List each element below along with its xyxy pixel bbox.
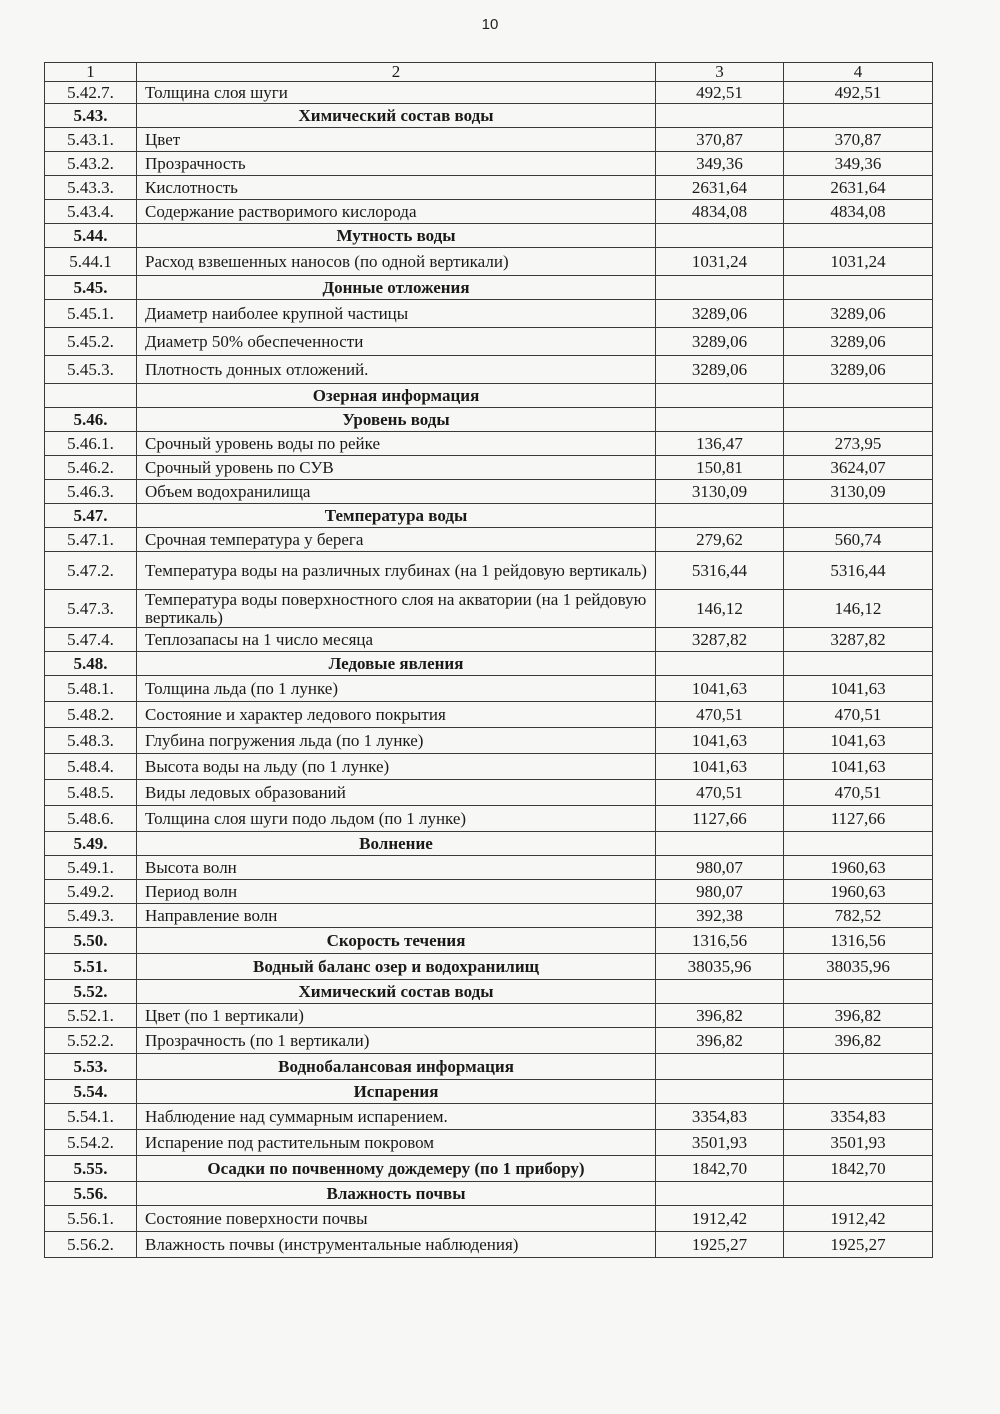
table-row	[45, 754, 933, 780]
value-col4-cell: 273,95	[784, 432, 933, 456]
table-row	[45, 176, 933, 200]
value-col3-cell: 3130,09	[656, 480, 784, 504]
value-col3-cell: 392,38	[656, 904, 784, 928]
value-col4-cell	[784, 652, 933, 676]
value-col3-cell: 2631,64	[656, 176, 784, 200]
row-name-cell: Состояние поверхности почвы	[137, 1206, 656, 1232]
value-col3-cell	[656, 384, 784, 408]
row-name-cell: Химический состав воды	[137, 104, 656, 128]
row-name-cell: Высота волн	[137, 856, 656, 880]
row-number-cell: 5.43.1.	[45, 128, 137, 152]
value-col3-cell: 1031,24	[656, 248, 784, 276]
value-col3-cell: 38035,96	[656, 954, 784, 980]
section-row	[45, 224, 933, 248]
row-name-cell: Влажность почвы	[137, 1182, 656, 1206]
value-col3-cell: 370,87	[656, 128, 784, 152]
table-row	[45, 904, 933, 928]
value-col4-cell: 1912,42	[784, 1206, 933, 1232]
row-name-cell: Испарения	[137, 1080, 656, 1104]
value-col3-cell: 3501,93	[656, 1130, 784, 1156]
section-row	[45, 1182, 933, 1206]
table-row	[45, 528, 933, 552]
table-row	[45, 1104, 933, 1130]
row-number-cell: 5.52.2.	[45, 1028, 137, 1054]
value-col4-cell: 349,36	[784, 152, 933, 176]
value-col4-cell: 1925,27	[784, 1232, 933, 1258]
table-row	[45, 128, 933, 152]
table-row	[45, 200, 933, 224]
row-name-cell: Толщина слоя шуги	[137, 82, 656, 104]
value-col4-cell: 1316,56	[784, 928, 933, 954]
value-col3-cell: 279,62	[656, 528, 784, 552]
row-name-cell: Мутность воды	[137, 224, 656, 248]
value-col3-cell: 146,12	[656, 590, 784, 628]
value-col4-cell: 560,74	[784, 528, 933, 552]
section-row	[45, 104, 933, 128]
row-number-cell: 5.56.2.	[45, 1232, 137, 1258]
value-col3-cell: 150,81	[656, 456, 784, 480]
row-name-cell: Виды ледовых образований	[137, 780, 656, 806]
row-number-cell: 5.43.2.	[45, 152, 137, 176]
row-number-cell: 5.44.1	[45, 248, 137, 276]
row-name-cell: Температура воды на различных глубинах (на 1 рейдовую вертикаль)	[137, 552, 656, 590]
table-row	[45, 628, 933, 652]
table-row	[45, 590, 933, 628]
row-name-cell: Наблюдение над суммарным испарением.	[137, 1104, 656, 1130]
row-name-cell: Направление волн	[137, 904, 656, 928]
table-row	[45, 702, 933, 728]
value-col3-cell	[656, 504, 784, 528]
value-col3-cell	[656, 832, 784, 856]
row-number-cell: 5.48.6.	[45, 806, 137, 832]
row-name-cell: Состояние и характер ледового покрытия	[137, 702, 656, 728]
section-row	[45, 276, 933, 300]
row-number-cell: 5.46.	[45, 408, 137, 432]
value-col4-cell	[784, 408, 933, 432]
value-col3-cell	[656, 276, 784, 300]
section-row	[45, 928, 933, 954]
row-name-cell: Ледовые явления	[137, 652, 656, 676]
row-number-cell: 5.48.1.	[45, 676, 137, 702]
value-col4-cell	[784, 276, 933, 300]
table-row	[45, 1130, 933, 1156]
value-col3-cell	[656, 104, 784, 128]
row-number-cell: 5.44.	[45, 224, 137, 248]
value-col3-cell: 349,36	[656, 152, 784, 176]
row-number-cell: 5.43.3.	[45, 176, 137, 200]
value-col3-cell	[656, 408, 784, 432]
row-number-cell: 5.45.	[45, 276, 137, 300]
table-row	[45, 328, 933, 356]
table-row	[45, 856, 933, 880]
value-col3-cell	[656, 1182, 784, 1206]
value-col3-cell: 980,07	[656, 880, 784, 904]
value-col3-cell: 1041,63	[656, 728, 784, 754]
value-col3-cell	[656, 980, 784, 1004]
row-name-cell: Теплозапасы на 1 число месяца	[137, 628, 656, 652]
row-number-cell: 5.43.	[45, 104, 137, 128]
value-col4-cell: 1960,63	[784, 856, 933, 880]
value-col3-cell: 470,51	[656, 702, 784, 728]
value-col3-cell: 3289,06	[656, 300, 784, 328]
row-name-cell: Скорость течения	[137, 928, 656, 954]
row-number-cell: 5.53.	[45, 1054, 137, 1080]
section-row	[45, 1080, 933, 1104]
table-row	[45, 1004, 933, 1028]
table-row	[45, 1206, 933, 1232]
row-number-cell: 5.45.3.	[45, 356, 137, 384]
page-number: 10	[481, 16, 499, 33]
value-col3-cell: 1842,70	[656, 1156, 784, 1182]
row-name-cell: Волнение	[137, 832, 656, 856]
section-row	[45, 1054, 933, 1080]
value-col3-cell: 4834,08	[656, 200, 784, 224]
value-col4-cell: 3501,93	[784, 1130, 933, 1156]
table-row	[45, 456, 933, 480]
value-col4-cell	[784, 1054, 933, 1080]
value-col4-cell: 3624,07	[784, 456, 933, 480]
row-number-cell: 5.46.3.	[45, 480, 137, 504]
value-col3-cell: 1925,27	[656, 1232, 784, 1258]
section-row	[45, 980, 933, 1004]
value-col4-cell	[784, 504, 933, 528]
table-row	[45, 676, 933, 702]
value-col4-cell: 1031,24	[784, 248, 933, 276]
value-col3-cell: 470,51	[656, 780, 784, 806]
value-col3-cell: 3289,06	[656, 356, 784, 384]
value-col3-cell	[656, 224, 784, 248]
value-col3-cell	[656, 652, 784, 676]
row-number-cell	[45, 384, 137, 408]
row-name-cell: Диаметр 50% обеспеченности	[137, 328, 656, 356]
value-col3-cell: 492,51	[656, 82, 784, 104]
column-number-row	[45, 63, 933, 82]
row-number-cell: 5.45.2.	[45, 328, 137, 356]
value-col4-cell: 3289,06	[784, 328, 933, 356]
row-number-cell: 5.56.1.	[45, 1206, 137, 1232]
row-number-cell: 5.48.3.	[45, 728, 137, 754]
row-name-cell: Кислотность	[137, 176, 656, 200]
table-row	[45, 248, 933, 276]
row-number-cell: 5.45.1.	[45, 300, 137, 328]
row-name-cell: Содержание растворимого кислорода	[137, 200, 656, 224]
row-name-cell: Толщина слоя шуги подо льдом (по 1 лунке)	[137, 806, 656, 832]
table-body	[45, 82, 933, 1258]
table-row	[45, 880, 933, 904]
row-number-cell: 5.42.7.	[45, 82, 137, 104]
row-number-cell: 5.49.3.	[45, 904, 137, 928]
value-col3-cell: 1912,42	[656, 1206, 784, 1232]
row-number-cell: 5.46.2.	[45, 456, 137, 480]
row-name-cell: Толщина льда (по 1 лунке)	[137, 676, 656, 702]
table-row	[45, 356, 933, 384]
row-number-cell: 5.52.	[45, 980, 137, 1004]
row-number-cell: 5.56.	[45, 1182, 137, 1206]
row-number-cell: 5.47.1.	[45, 528, 137, 552]
value-col4-cell: 370,87	[784, 128, 933, 152]
value-col4-cell	[784, 1182, 933, 1206]
row-number-cell: 5.48.2.	[45, 702, 137, 728]
value-col3-cell	[656, 1054, 784, 1080]
row-name-cell: Срочный уровень воды по рейке	[137, 432, 656, 456]
row-name-cell: Период волн	[137, 880, 656, 904]
row-number-cell: 5.48.5.	[45, 780, 137, 806]
section-row	[45, 408, 933, 432]
row-name-cell: Объем водохранилища	[137, 480, 656, 504]
table-row	[45, 82, 933, 104]
table-row	[45, 552, 933, 590]
value-col4-cell: 492,51	[784, 82, 933, 104]
row-name-cell: Срочная температура у берега	[137, 528, 656, 552]
column-number: 2	[137, 63, 656, 82]
row-name-cell: Диаметр наиболее крупной частицы	[137, 300, 656, 328]
value-col4-cell: 3289,06	[784, 300, 933, 328]
value-col4-cell: 782,52	[784, 904, 933, 928]
value-col3-cell: 1316,56	[656, 928, 784, 954]
table-row	[45, 432, 933, 456]
row-number-cell: 5.51.	[45, 954, 137, 980]
value-col4-cell: 146,12	[784, 590, 933, 628]
row-number-cell: 5.50.	[45, 928, 137, 954]
row-name-cell: Испарение под растительным покровом	[137, 1130, 656, 1156]
section-row	[45, 954, 933, 980]
table-row	[45, 152, 933, 176]
value-col4-cell: 1127,66	[784, 806, 933, 832]
value-col3-cell: 1041,63	[656, 754, 784, 780]
row-name-cell: Глубина погружения льда (по 1 лунке)	[137, 728, 656, 754]
row-name-cell: Прозрачность (по 1 вертикали)	[137, 1028, 656, 1054]
value-col4-cell: 3354,83	[784, 1104, 933, 1130]
value-col4-cell: 38035,96	[784, 954, 933, 980]
value-col4-cell: 4834,08	[784, 200, 933, 224]
row-name-cell: Водный баланс озер и водохранилищ	[137, 954, 656, 980]
table-row	[45, 300, 933, 328]
value-col4-cell: 1041,63	[784, 676, 933, 702]
row-name-cell: Осадки по почвенному дождемеру (по 1 прибору)	[137, 1156, 656, 1182]
row-name-cell: Прозрачность	[137, 152, 656, 176]
row-name-cell: Расход взвешенных наносов (по одной вертикали)	[137, 248, 656, 276]
value-col4-cell: 1842,70	[784, 1156, 933, 1182]
value-col3-cell: 1041,63	[656, 676, 784, 702]
row-name-cell: Высота воды на льду (по 1 лунке)	[137, 754, 656, 780]
value-col4-cell	[784, 224, 933, 248]
section-row	[45, 504, 933, 528]
value-col3-cell: 396,82	[656, 1004, 784, 1028]
table-row	[45, 1232, 933, 1258]
value-col4-cell: 2631,64	[784, 176, 933, 200]
row-number-cell: 5.46.1.	[45, 432, 137, 456]
table-row	[45, 1028, 933, 1054]
table-row	[45, 780, 933, 806]
column-number: 1	[45, 63, 137, 82]
row-name-cell: Уровень воды	[137, 408, 656, 432]
value-col4-cell	[784, 980, 933, 1004]
row-number-cell: 5.48.	[45, 652, 137, 676]
row-number-cell: 5.47.3.	[45, 590, 137, 628]
value-col3-cell: 5316,44	[656, 552, 784, 590]
value-col3-cell: 980,07	[656, 856, 784, 880]
row-number-cell: 5.47.2.	[45, 552, 137, 590]
row-number-cell: 5.54.1.	[45, 1104, 137, 1130]
row-name-cell: Цвет (по 1 вертикали)	[137, 1004, 656, 1028]
value-col4-cell	[784, 1080, 933, 1104]
row-name-cell: Цвет	[137, 128, 656, 152]
table-row	[45, 806, 933, 832]
row-number-cell: 5.54.	[45, 1080, 137, 1104]
value-col4-cell: 1960,63	[784, 880, 933, 904]
value-col4-cell: 1041,63	[784, 754, 933, 780]
row-name-cell: Температура воды	[137, 504, 656, 528]
value-col4-cell: 470,51	[784, 780, 933, 806]
value-col4-cell: 396,82	[784, 1028, 933, 1054]
column-number: 4	[784, 63, 933, 82]
row-number-cell: 5.49.2.	[45, 880, 137, 904]
row-name-cell: Влажность почвы (инструментальные наблюдения)	[137, 1232, 656, 1258]
value-col3-cell: 3287,82	[656, 628, 784, 652]
table-row	[45, 728, 933, 754]
row-name-cell: Донные отложения	[137, 276, 656, 300]
row-number-cell: 5.55.	[45, 1156, 137, 1182]
row-number-cell: 5.43.4.	[45, 200, 137, 224]
row-name-cell: Озерная информация	[137, 384, 656, 408]
value-col4-cell: 396,82	[784, 1004, 933, 1028]
value-col4-cell: 1041,63	[784, 728, 933, 754]
value-col4-cell	[784, 832, 933, 856]
value-col4-cell: 5316,44	[784, 552, 933, 590]
section-row	[45, 652, 933, 676]
row-name-cell: Срочный уровень по СУВ	[137, 456, 656, 480]
row-number-cell: 5.47.	[45, 504, 137, 528]
value-col3-cell	[656, 1080, 784, 1104]
value-col4-cell: 3289,06	[784, 356, 933, 384]
row-number-cell: 5.54.2.	[45, 1130, 137, 1156]
row-number-cell: 5.49.	[45, 832, 137, 856]
value-col3-cell: 136,47	[656, 432, 784, 456]
section-row	[45, 832, 933, 856]
row-name-cell: Воднобалансовая информация	[137, 1054, 656, 1080]
price-table	[44, 62, 933, 1258]
value-col4-cell	[784, 104, 933, 128]
row-number-cell: 5.48.4.	[45, 754, 137, 780]
row-name-cell: Химический состав воды	[137, 980, 656, 1004]
value-col3-cell: 3289,06	[656, 328, 784, 356]
row-number-cell: 5.52.1.	[45, 1004, 137, 1028]
value-col4-cell: 3287,82	[784, 628, 933, 652]
section-row	[45, 1156, 933, 1182]
section-row	[45, 384, 933, 408]
column-number: 3	[656, 63, 784, 82]
value-col4-cell: 3130,09	[784, 480, 933, 504]
value-col4-cell	[784, 384, 933, 408]
value-col3-cell: 3354,83	[656, 1104, 784, 1130]
row-name-cell: Температура воды поверхностного слоя на акватории (на 1 рейдовую вертикаль)	[137, 590, 656, 628]
table-row	[45, 480, 933, 504]
value-col3-cell: 396,82	[656, 1028, 784, 1054]
row-number-cell: 5.49.1.	[45, 856, 137, 880]
value-col4-cell: 470,51	[784, 702, 933, 728]
row-name-cell: Плотность донных отложений.	[137, 356, 656, 384]
value-col3-cell: 1127,66	[656, 806, 784, 832]
row-number-cell: 5.47.4.	[45, 628, 137, 652]
